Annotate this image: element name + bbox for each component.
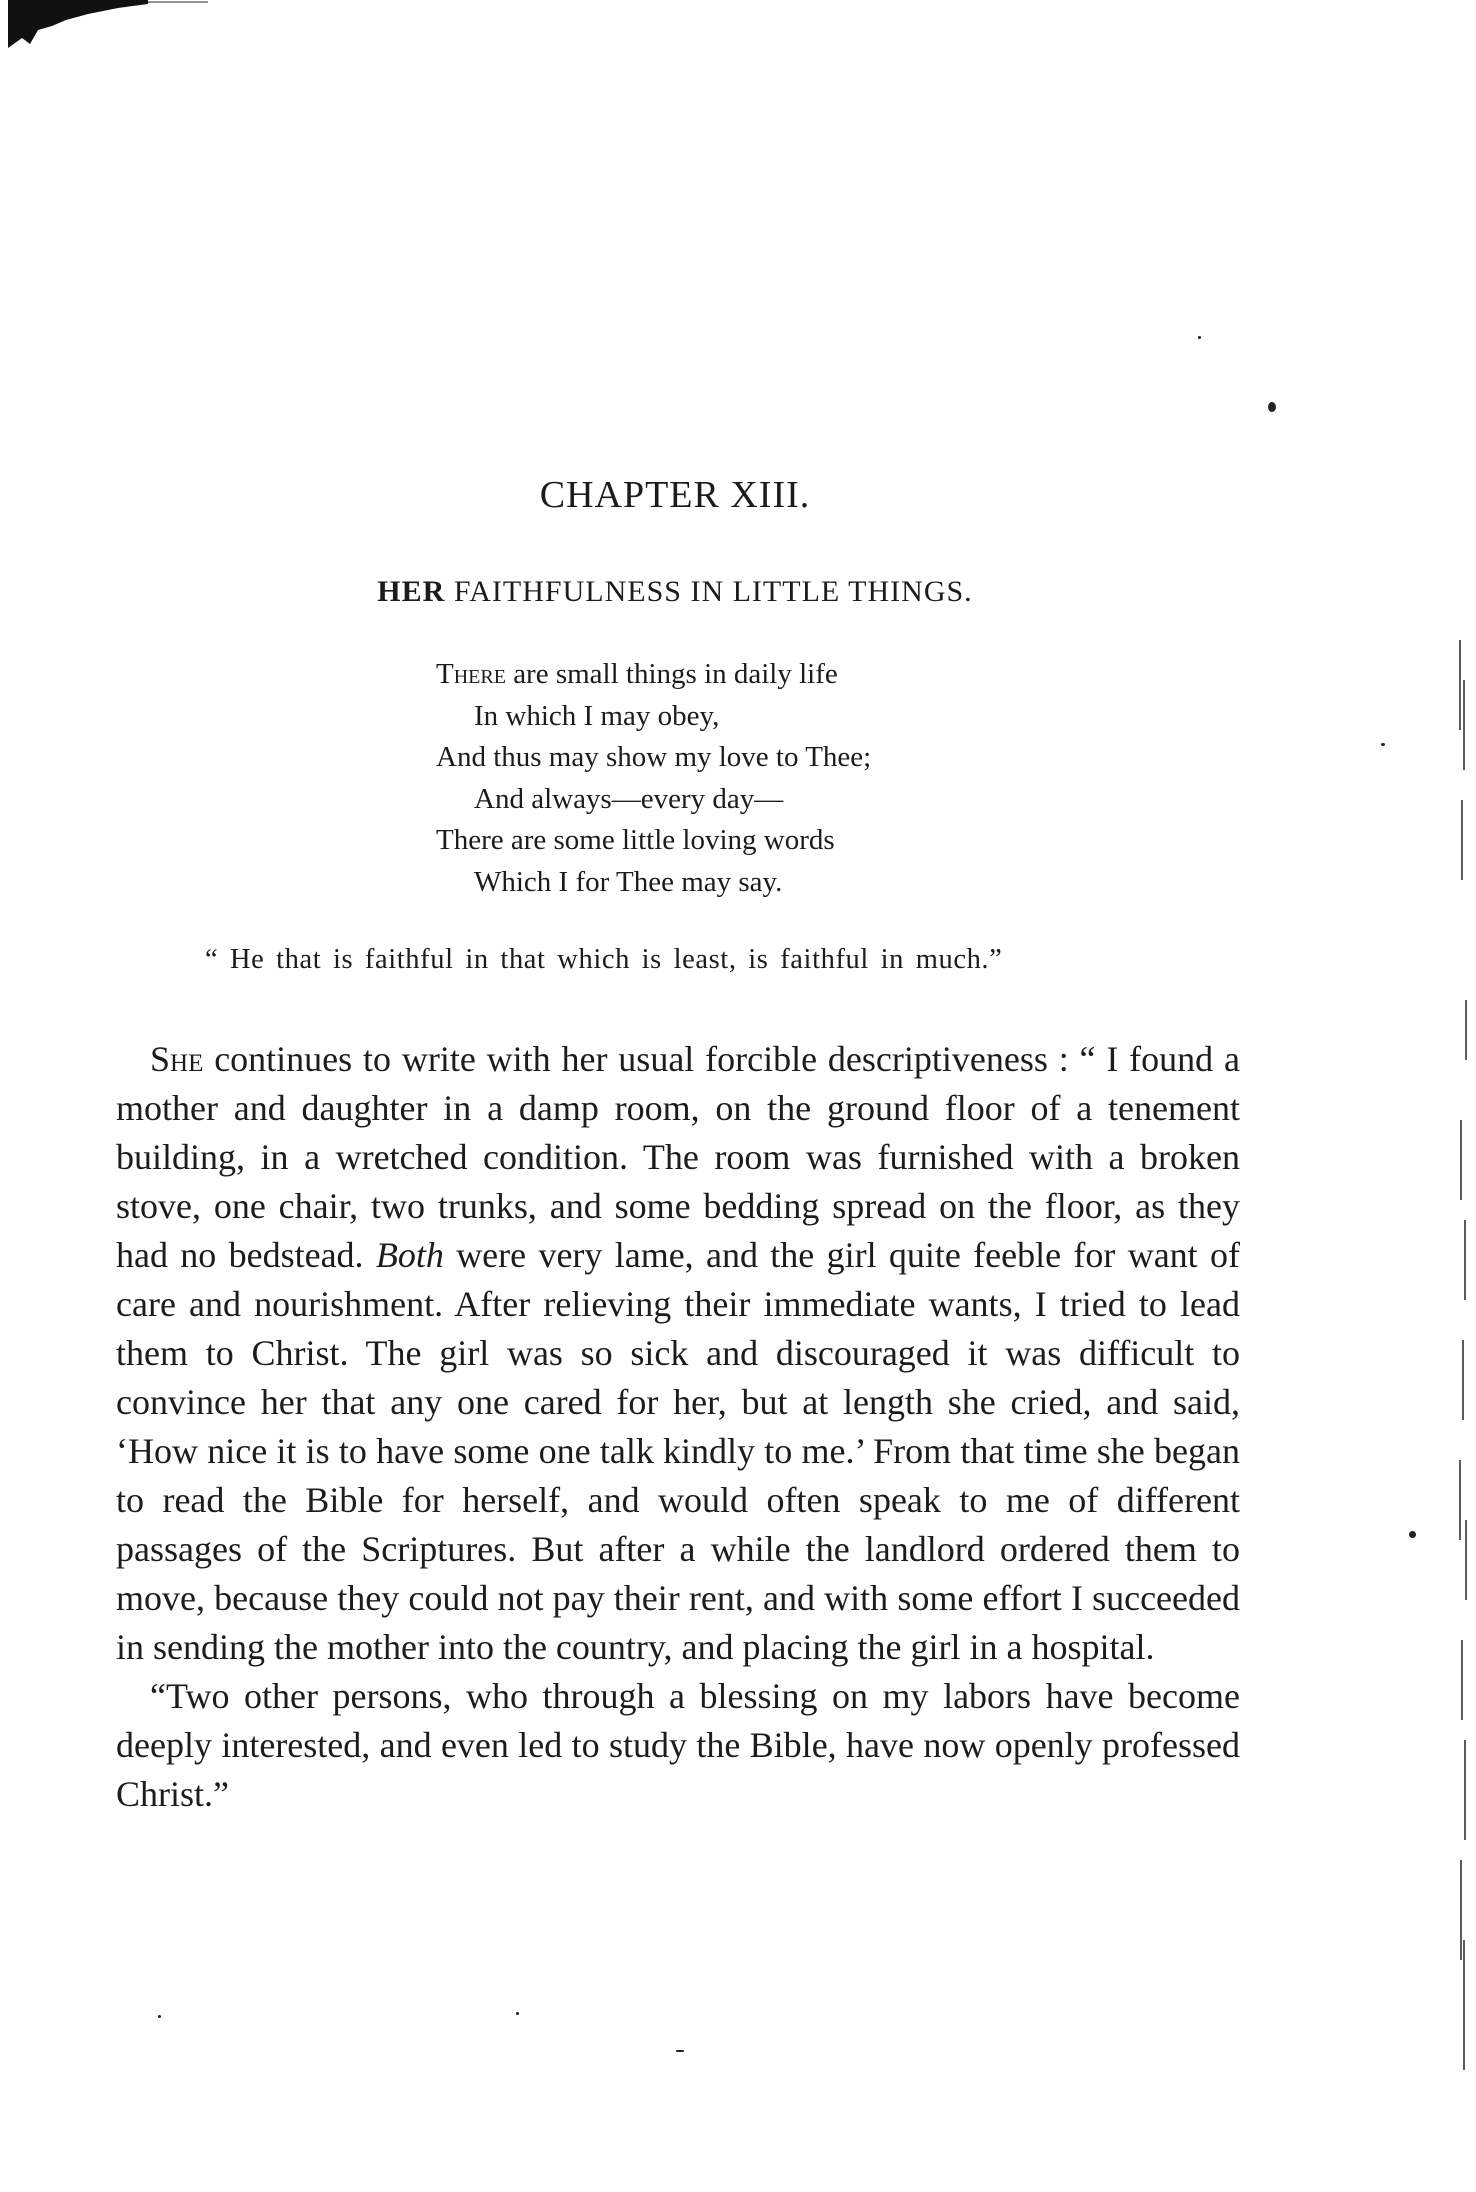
scan-speck	[1409, 1531, 1416, 1538]
scan-speck	[516, 2012, 519, 2015]
poem-line	[436, 654, 871, 696]
paragraph-lead-word: She	[150, 1039, 204, 1079]
paragraph-text: continues to write with her usual forcible descriptiveness : “ I found a mother and daughter in a damp room, on the ground floor of a tenement building, in a wretched condition. The room was furnished with a broken stove, one chair, two trunks, and some bedding spread on the floor, as they had no bedstead.	[116, 1039, 1240, 1275]
paragraph: “Two other persons, who through a blessing on my labors have become deeply interested, and even led to study the Bible, have now openly professed Christ.”	[116, 1676, 1240, 1814]
poem-lead-word: There	[436, 658, 506, 690]
scan-speck	[1198, 336, 1201, 339]
scan-speck	[158, 2015, 161, 2018]
epigraph: “ He that is faithful in that which is least, is faithful in much.”	[205, 944, 1003, 975]
poem-line: And thus may show my love to Thee;	[436, 741, 872, 773]
chapter-subtitle	[0, 572, 1350, 612]
emphasis: Both	[375, 1235, 444, 1275]
binding-edge-marks	[1454, 640, 1474, 2070]
poem	[436, 654, 871, 903]
scan-mark-icon	[8, 0, 208, 50]
poem-line: Which I for Thee may say.	[474, 865, 783, 898]
chapter-title: CHAPTER XIII.	[539, 474, 811, 516]
chapter-subtitle-first-word: HER	[377, 575, 446, 608]
chapter-subtitle-rest: FAITHFULNESS IN LITTLE THINGS.	[453, 575, 973, 608]
body-text	[116, 1035, 1240, 1819]
poem-line: And always—every day—	[474, 782, 784, 815]
poem-line-text: are small things in daily life	[505, 658, 838, 690]
paragraph-text: were very lame, and the girl quite feeble for want of care and nourishment. After relieving their immediate wants, I tried to lead them to Christ. The girl was so sick and discouraged it was difficult to convince her that any one cared for her, but at length she cried, and said, ‘How nice it is to have some one talk kindly to me.’ From that time she began to read the Bible for herself, and would often speak to me of different passages of the Scriptures. But after a while the landlord ordered them to move, because they could not pay their rent, and with some effort I succeeded in sending the mother into the country, and placing the girl in a hospital.	[116, 1235, 1240, 1667]
scan-speck	[1268, 402, 1276, 412]
paragraph	[116, 1035, 1240, 1672]
scan-speck	[676, 2050, 684, 2052]
scan-speck	[1381, 743, 1385, 746]
poem-line: In which I may obey,	[474, 699, 720, 732]
poem-line: There are some little loving words	[436, 824, 835, 856]
